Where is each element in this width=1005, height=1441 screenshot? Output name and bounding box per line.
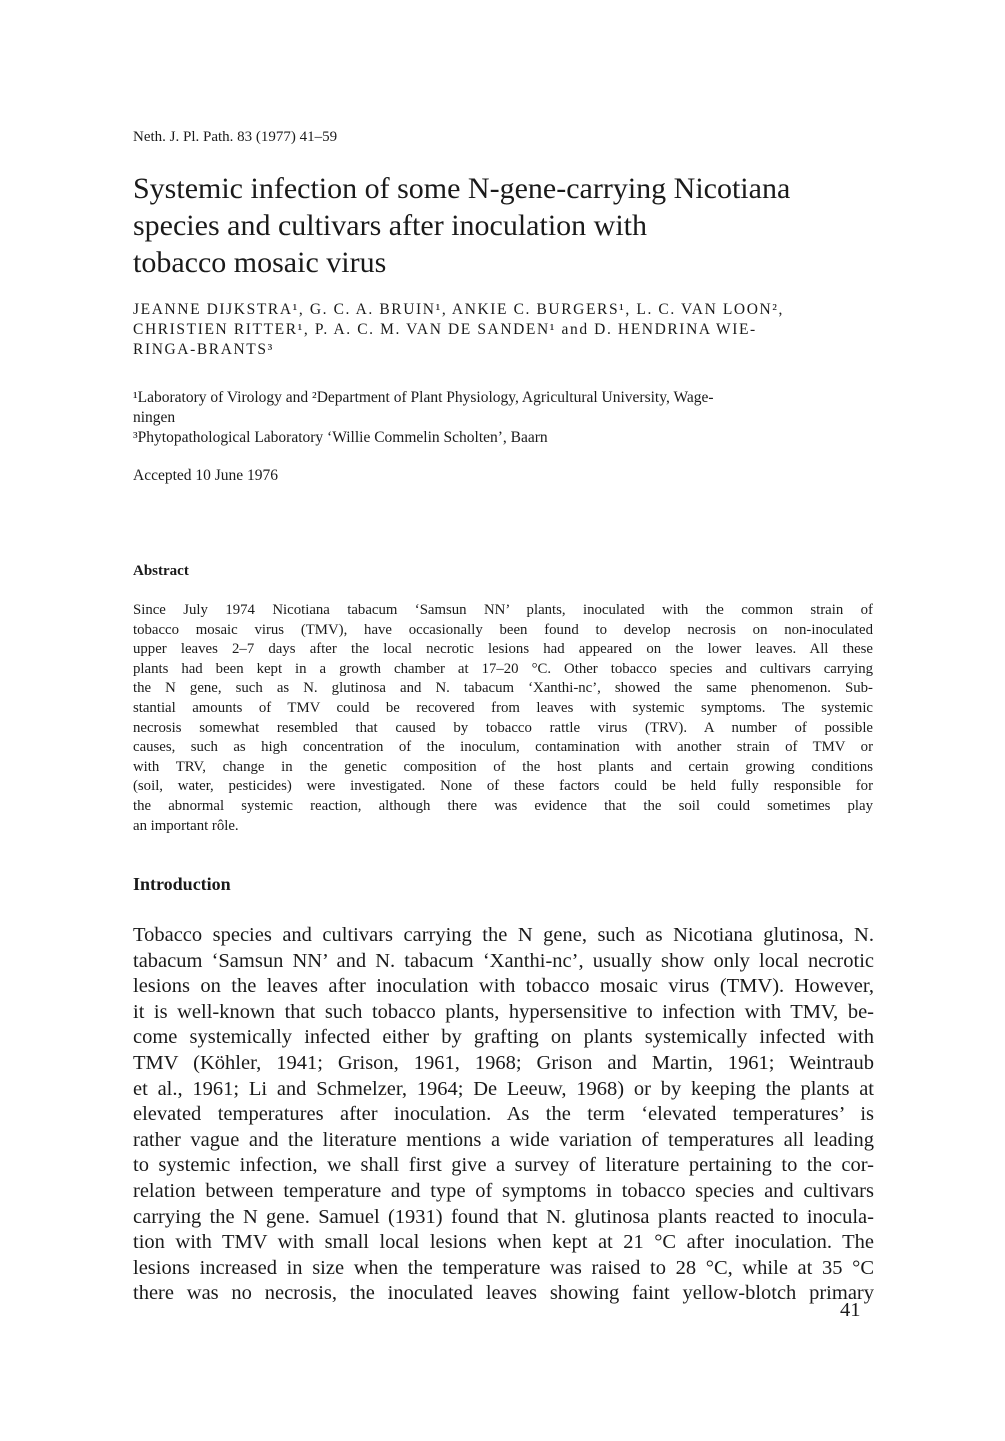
intro-line: it is well-known that such tobacco plants, hypersensitive to infection with TMV, be- <box>133 1000 874 1023</box>
intro-line: elevated temperatures after inoculation. As the term ‘elevated temperatures’ is <box>133 1103 874 1126</box>
intro-line: lesions increased in size when the temperature was raised to 28 °C, while at 35 °C <box>133 1256 874 1279</box>
abstract-body <box>133 601 873 836</box>
abstract-line: the N gene, such as N. glutinosa and N. tabacum ‘Xanthi-nc’, showed the same phenomenon. Sub- <box>133 680 873 697</box>
affiliation-line: ¹Laboratory of Virology and ²Department of Plant Physiology, Agricultural University, Wage- <box>133 389 714 406</box>
intro-line: tion with TMV with small local lesions when kept at 21 °C after inoculation. The <box>133 1231 874 1254</box>
title-line: Systemic infection of some N-gene-carrying Nicotiana <box>133 172 791 205</box>
intro-line: et al., 1961; Li and Schmelzer, 1964; De Leeuw, 1968) or by keeping the plants at <box>133 1077 874 1100</box>
intro-line: tabacum ‘Samsun NN’ and N. tabacum ‘Xanthi-nc’, usually show only local necrotic <box>133 949 874 972</box>
author-line: RINGA-BRANTS³ <box>133 341 274 358</box>
article-title <box>133 170 893 281</box>
abstract-line: (soil, water, pesticides) were investigated. None of these factors could be held fully responsible for <box>133 778 873 795</box>
intro-line: lesions on the leaves after inoculation with tobacco mosaic virus (TMV). However, <box>133 975 874 998</box>
intro-line: TMV (Köhler, 1941; Grison, 1961, 1968; Grison and Martin, 1961; Weintraub <box>133 1051 874 1074</box>
affiliation-line: ningen <box>133 409 176 426</box>
intro-line: Tobacco species and cultivars carrying the N gene, such as Nicotiana glutinosa, N. <box>133 924 874 946</box>
abstract-line: an important rôle. <box>133 817 239 834</box>
abstract-line: the abnormal systemic reaction, although there was evidence that the soil could sometimes play <box>133 797 873 814</box>
journal-reference: Neth. J. Pl. Path. 83 (1977) 41–59 <box>133 129 338 145</box>
title-line: tobacco mosaic virus <box>133 246 387 279</box>
intro-line: to systemic infection, we shall first give a survey of literature pertaining to the cor- <box>133 1154 874 1177</box>
author-list <box>133 300 878 360</box>
introduction-body <box>133 923 874 1307</box>
abstract-line: plants had been kept in a growth chamber at 17–20 °C. Other tobacco species and cultivars carrying <box>133 660 873 677</box>
intro-line: come systemically infected either by grafting on plants systemically infected with <box>133 1026 874 1049</box>
intro-line: relation between temperature and type of symptoms in tobacco species and cultivars <box>133 1179 874 1202</box>
abstract-line: upper leaves 2–7 days after the local necrotic lesions had appeared on the lower leaves. All these <box>133 641 873 658</box>
introduction-heading: Introduction <box>133 874 231 894</box>
intro-line: carrying the N gene. Samuel (1931) found that N. glutinosa plants reacted to inocula- <box>133 1205 874 1228</box>
abstract-line: with TRV, change in the genetic composition of the host plants and certain growing conditions <box>133 758 873 775</box>
abstract-line: tobacco mosaic virus (TMV), have occasionally been found to develop necrosis on non-inoculated <box>133 621 873 638</box>
author-line: CHRISTIEN RITTER¹, P. A. C. M. VAN DE SANDEN¹ and D. HENDRINA WIE- <box>133 321 757 338</box>
abstract-line: necrosis somewhat resembled that caused by tobacco rattle virus (TRV). A number of possible <box>133 719 873 736</box>
accepted-date: Accepted 10 June 1976 <box>133 467 279 484</box>
affiliations <box>133 388 878 448</box>
affiliation-line: ³Phytopathological Laboratory ‘Willie Commelin Scholten’, Baarn <box>133 429 548 446</box>
author-line: JEANNE DIJKSTRA¹, G. C. A. BRUIN¹, ANKIE C. BURGERS¹, L. C. VAN LOON², <box>133 301 785 318</box>
abstract-line: causes, such as high concentration of the inoculum, contamination with another strain of TMV or <box>133 739 873 756</box>
abstract-heading: Abstract <box>133 563 189 579</box>
abstract-line: stantial amounts of TMV could be recovered from leaves with systemic symptoms. The systemic <box>133 699 873 716</box>
page-number: 41 <box>840 1299 861 1321</box>
intro-line: there was no necrosis, the inoculated leaves showing faint yellow-blotch primary <box>133 1282 874 1305</box>
intro-line: rather vague and the literature mentions a wide variation of temperatures all leading <box>133 1128 874 1151</box>
abstract-line: Since July 1974 Nicotiana tabacum ‘Samsun NN’ plants, inoculated with the common strain of <box>133 602 873 618</box>
title-line: species and cultivars after inoculation with <box>133 209 647 242</box>
